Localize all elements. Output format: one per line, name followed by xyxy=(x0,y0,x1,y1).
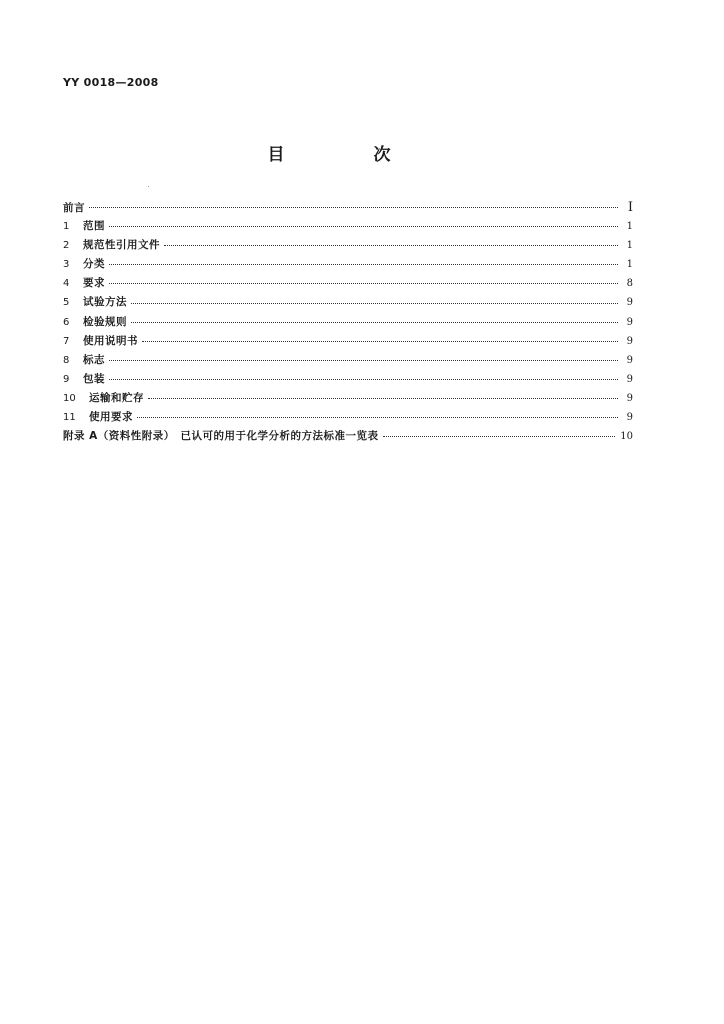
toc-entry-page: 9 xyxy=(626,392,633,404)
toc-entry-page: 8 xyxy=(626,278,633,290)
toc-entry-number: 6 xyxy=(63,316,70,328)
toc-entry-page: I xyxy=(627,200,633,215)
toc-entry-page: 1 xyxy=(626,240,633,252)
toc-entry-number: 1 xyxy=(63,221,70,233)
dot-leader xyxy=(148,398,618,399)
toc-entry-page: 9 xyxy=(626,412,633,424)
toc-entry-number: 7 xyxy=(63,335,70,347)
toc-entry-number: 3 xyxy=(63,259,70,271)
toc-entry-label: 分类 xyxy=(83,258,105,271)
dot-leader xyxy=(109,226,618,227)
toc-entry-page: 1 xyxy=(626,221,633,233)
toc-entry-3[interactable] xyxy=(63,255,633,274)
dot-leader xyxy=(89,207,618,208)
toc-entry-label: 要求 xyxy=(83,277,105,290)
toc-entry-number: 2 xyxy=(63,240,70,252)
toc-entry-8[interactable] xyxy=(63,351,633,370)
dot-leader xyxy=(109,283,618,284)
toc-entry-page: 9 xyxy=(626,373,633,385)
toc-entry-10[interactable] xyxy=(63,389,633,408)
toc-entry-label: 范围 xyxy=(83,220,105,233)
toc-entry-label: 包装 xyxy=(83,372,105,385)
toc-entry-number: 11 xyxy=(63,412,76,424)
dot-leader xyxy=(383,436,616,437)
dot-leader xyxy=(109,379,618,380)
toc-entry-number: 4 xyxy=(63,278,70,290)
dot-leader xyxy=(137,417,618,418)
toc-entry-number: 8 xyxy=(63,354,70,366)
dot-leader xyxy=(164,245,618,246)
toc-entry-page: 10 xyxy=(620,431,633,443)
toc-entry-label: 附录 A（资料性附录） 已认可的用于化学分析的方法标准一览表 xyxy=(63,430,379,443)
dot-leader xyxy=(142,341,618,342)
page-title: 目 次 xyxy=(267,145,427,165)
toc-entry-page: 1 xyxy=(626,259,633,271)
dot-leader xyxy=(131,322,618,323)
scan-speck xyxy=(148,186,149,187)
dot-leader xyxy=(131,303,618,304)
toc-entry-page: 9 xyxy=(626,316,633,328)
toc-entry-label: 检验规则 xyxy=(83,315,127,328)
toc-entry-appendix-a[interactable] xyxy=(63,427,633,446)
toc-entry-5[interactable] xyxy=(63,293,633,312)
toc-entry-6[interactable] xyxy=(63,313,633,332)
standard-code: YY 0018—2008 xyxy=(63,76,159,89)
toc-entry-label: 标志 xyxy=(83,353,105,366)
toc-entry-number: 9 xyxy=(63,373,70,385)
toc-entry-page: 9 xyxy=(626,354,633,366)
toc-entry-foreword[interactable] xyxy=(63,198,633,217)
toc-entry-label: 前言 xyxy=(63,202,85,214)
toc-entry-label: 规范性引用文件 xyxy=(83,239,160,252)
toc-entry-7[interactable] xyxy=(63,332,633,351)
toc-entry-number: 10 xyxy=(63,392,76,404)
toc-entry-1[interactable] xyxy=(63,217,633,236)
table-of-contents xyxy=(63,198,633,446)
toc-entry-label: 运输和贮存 xyxy=(89,391,144,404)
toc-entry-2[interactable] xyxy=(63,236,633,255)
toc-entry-9[interactable] xyxy=(63,370,633,389)
toc-entry-page: 9 xyxy=(626,297,633,309)
dot-leader xyxy=(109,360,618,361)
toc-entry-page: 9 xyxy=(626,335,633,347)
toc-entry-label: 使用说明书 xyxy=(83,334,138,347)
dot-leader xyxy=(109,264,618,265)
toc-entry-number: 5 xyxy=(63,297,70,309)
toc-entry-4[interactable] xyxy=(63,274,633,293)
toc-entry-11[interactable] xyxy=(63,408,633,427)
toc-entry-label: 使用要求 xyxy=(89,411,133,424)
toc-entry-label: 试验方法 xyxy=(83,296,127,309)
